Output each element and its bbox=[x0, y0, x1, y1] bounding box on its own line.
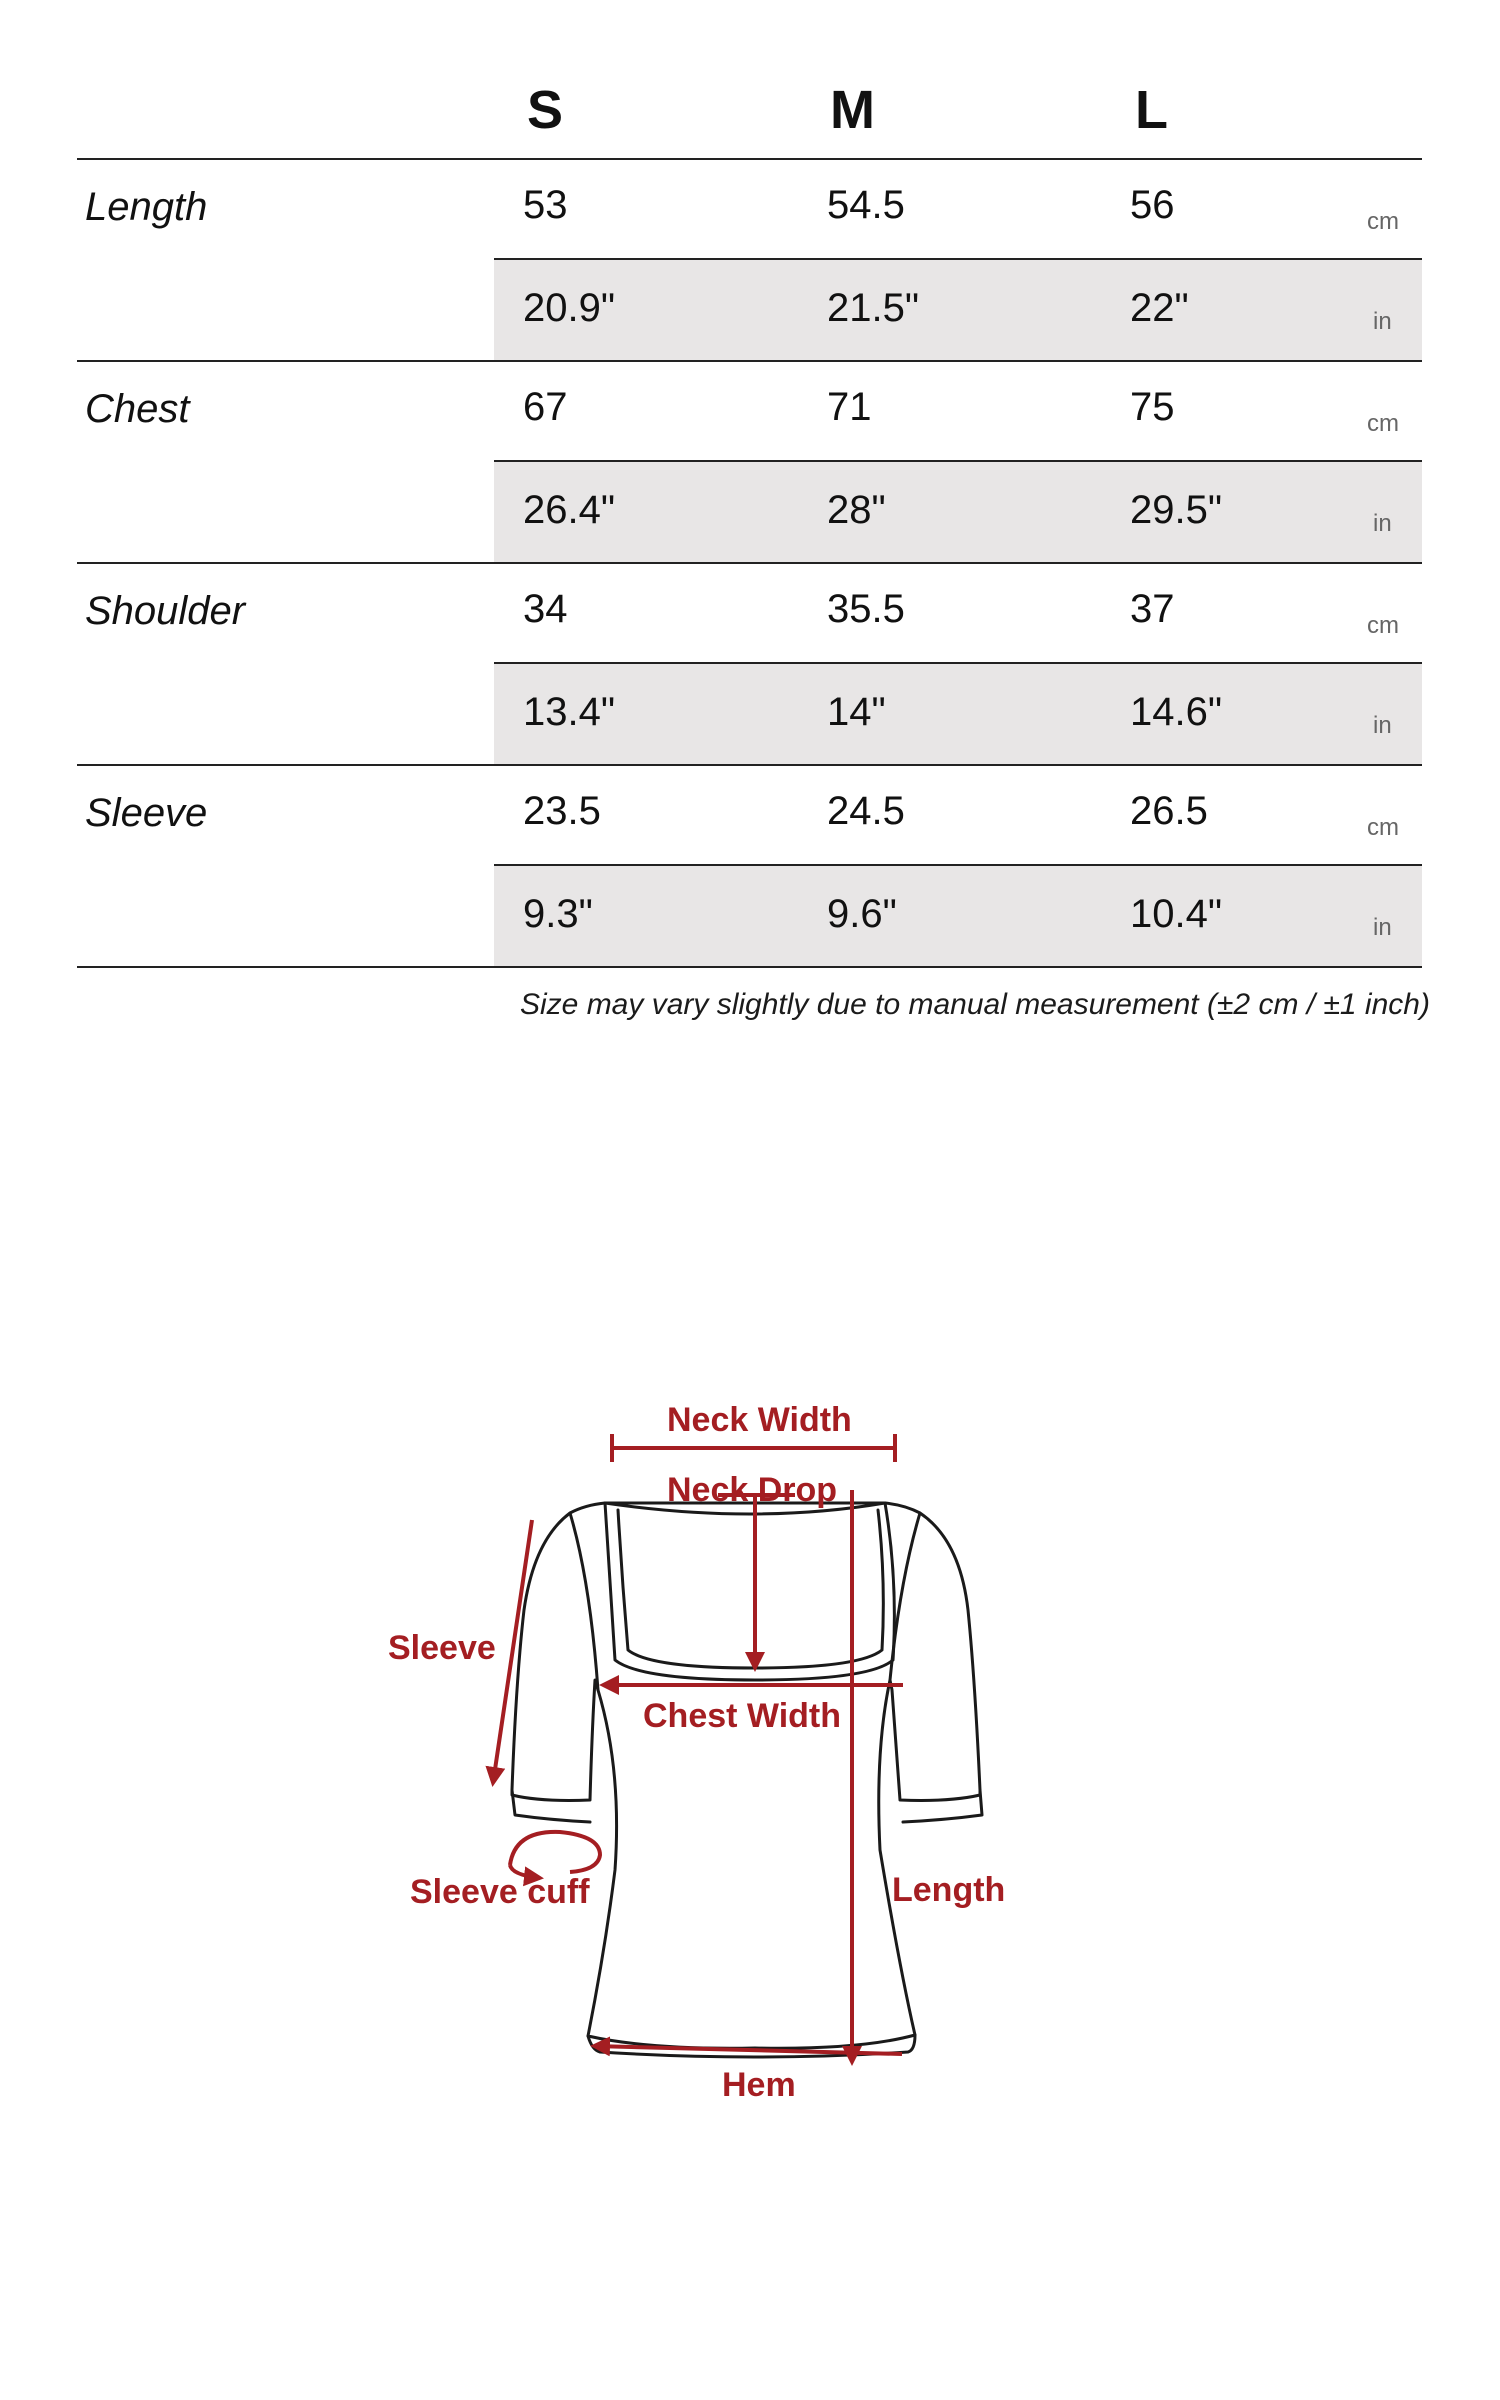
sleeve-in-s: 9.3" bbox=[523, 892, 593, 936]
label-hem: Hem bbox=[722, 2066, 796, 2104]
label-sleeve-cuff: Sleeve cuff bbox=[410, 1873, 590, 1911]
label-sleeve: Sleeve bbox=[388, 1629, 496, 1667]
unit-cm-label: cm bbox=[1367, 208, 1399, 235]
unit-in-label: in bbox=[1373, 914, 1392, 941]
inch-row-background bbox=[494, 260, 1422, 360]
unit-cm-label: cm bbox=[1367, 612, 1399, 639]
row-label-sleeve: Sleeve bbox=[85, 791, 208, 835]
label-length: Length bbox=[892, 1871, 1006, 1909]
length-cm-m: 54.5 bbox=[827, 183, 905, 227]
measurement-diagram bbox=[0, 1350, 1500, 2200]
unit-in-label: in bbox=[1373, 712, 1392, 739]
length-in-m: 21.5" bbox=[827, 286, 920, 330]
row-label-shoulder: Shoulder bbox=[85, 589, 246, 633]
shoulder-cm-m: 35.5 bbox=[827, 587, 905, 631]
shoulder-in-m: 14" bbox=[827, 690, 886, 734]
tshirt-outline bbox=[512, 1503, 982, 2057]
sleeve-in-m: 9.6" bbox=[827, 892, 897, 936]
row-label-length: Length bbox=[85, 185, 208, 229]
length-cm-l: 56 bbox=[1130, 183, 1175, 227]
unit-cm-label: cm bbox=[1367, 814, 1399, 841]
table-bottom-rule bbox=[77, 966, 1422, 968]
sleeve-cm-m: 24.5 bbox=[827, 789, 905, 833]
shoulder-cm-l: 37 bbox=[1130, 587, 1175, 631]
row-divider bbox=[77, 360, 1422, 362]
chest-in-l: 29.5" bbox=[1130, 488, 1223, 532]
row-divider bbox=[77, 764, 1422, 766]
measurement-note: Size may vary slightly due to manual measurement (±2 cm / ±1 inch) bbox=[520, 988, 1430, 1021]
length-in-s: 20.9" bbox=[523, 286, 616, 330]
size-header-l: L bbox=[1135, 80, 1168, 140]
label-chest-width: Chest Width bbox=[643, 1697, 842, 1735]
sleeve-cm-s: 23.5 bbox=[523, 789, 601, 833]
inch-row-background bbox=[494, 664, 1422, 764]
unit-divider bbox=[494, 258, 1422, 260]
unit-in-label: in bbox=[1373, 510, 1392, 537]
shoulder-in-s: 13.4" bbox=[523, 690, 616, 734]
size-header-m: M bbox=[830, 80, 875, 140]
chest-in-m: 28" bbox=[827, 488, 886, 532]
unit-divider bbox=[494, 662, 1422, 664]
label-neck-width: Neck Width bbox=[667, 1401, 852, 1439]
chest-in-s: 26.4" bbox=[523, 488, 616, 532]
unit-divider bbox=[494, 460, 1422, 462]
shoulder-in-l: 14.6" bbox=[1130, 690, 1223, 734]
label-neck-drop: Neck Drop bbox=[667, 1471, 838, 1509]
chest-cm-s: 67 bbox=[523, 385, 568, 429]
unit-cm-label: cm bbox=[1367, 410, 1399, 437]
chest-cm-m: 71 bbox=[827, 385, 872, 429]
size-header-s: S bbox=[527, 80, 564, 140]
length-in-l: 22" bbox=[1130, 286, 1189, 330]
inch-row-background bbox=[494, 866, 1422, 966]
chest-cm-l: 75 bbox=[1130, 385, 1175, 429]
length-cm-s: 53 bbox=[523, 183, 568, 227]
unit-divider bbox=[494, 864, 1422, 866]
unit-in-label: in bbox=[1373, 308, 1392, 335]
sleeve-in-l: 10.4" bbox=[1130, 892, 1223, 936]
shoulder-cm-s: 34 bbox=[523, 587, 568, 631]
row-divider bbox=[77, 562, 1422, 564]
row-label-chest: Chest bbox=[85, 387, 190, 431]
row-divider bbox=[77, 158, 1422, 160]
sleeve-cm-l: 26.5 bbox=[1130, 789, 1208, 833]
inch-row-background bbox=[494, 462, 1422, 562]
